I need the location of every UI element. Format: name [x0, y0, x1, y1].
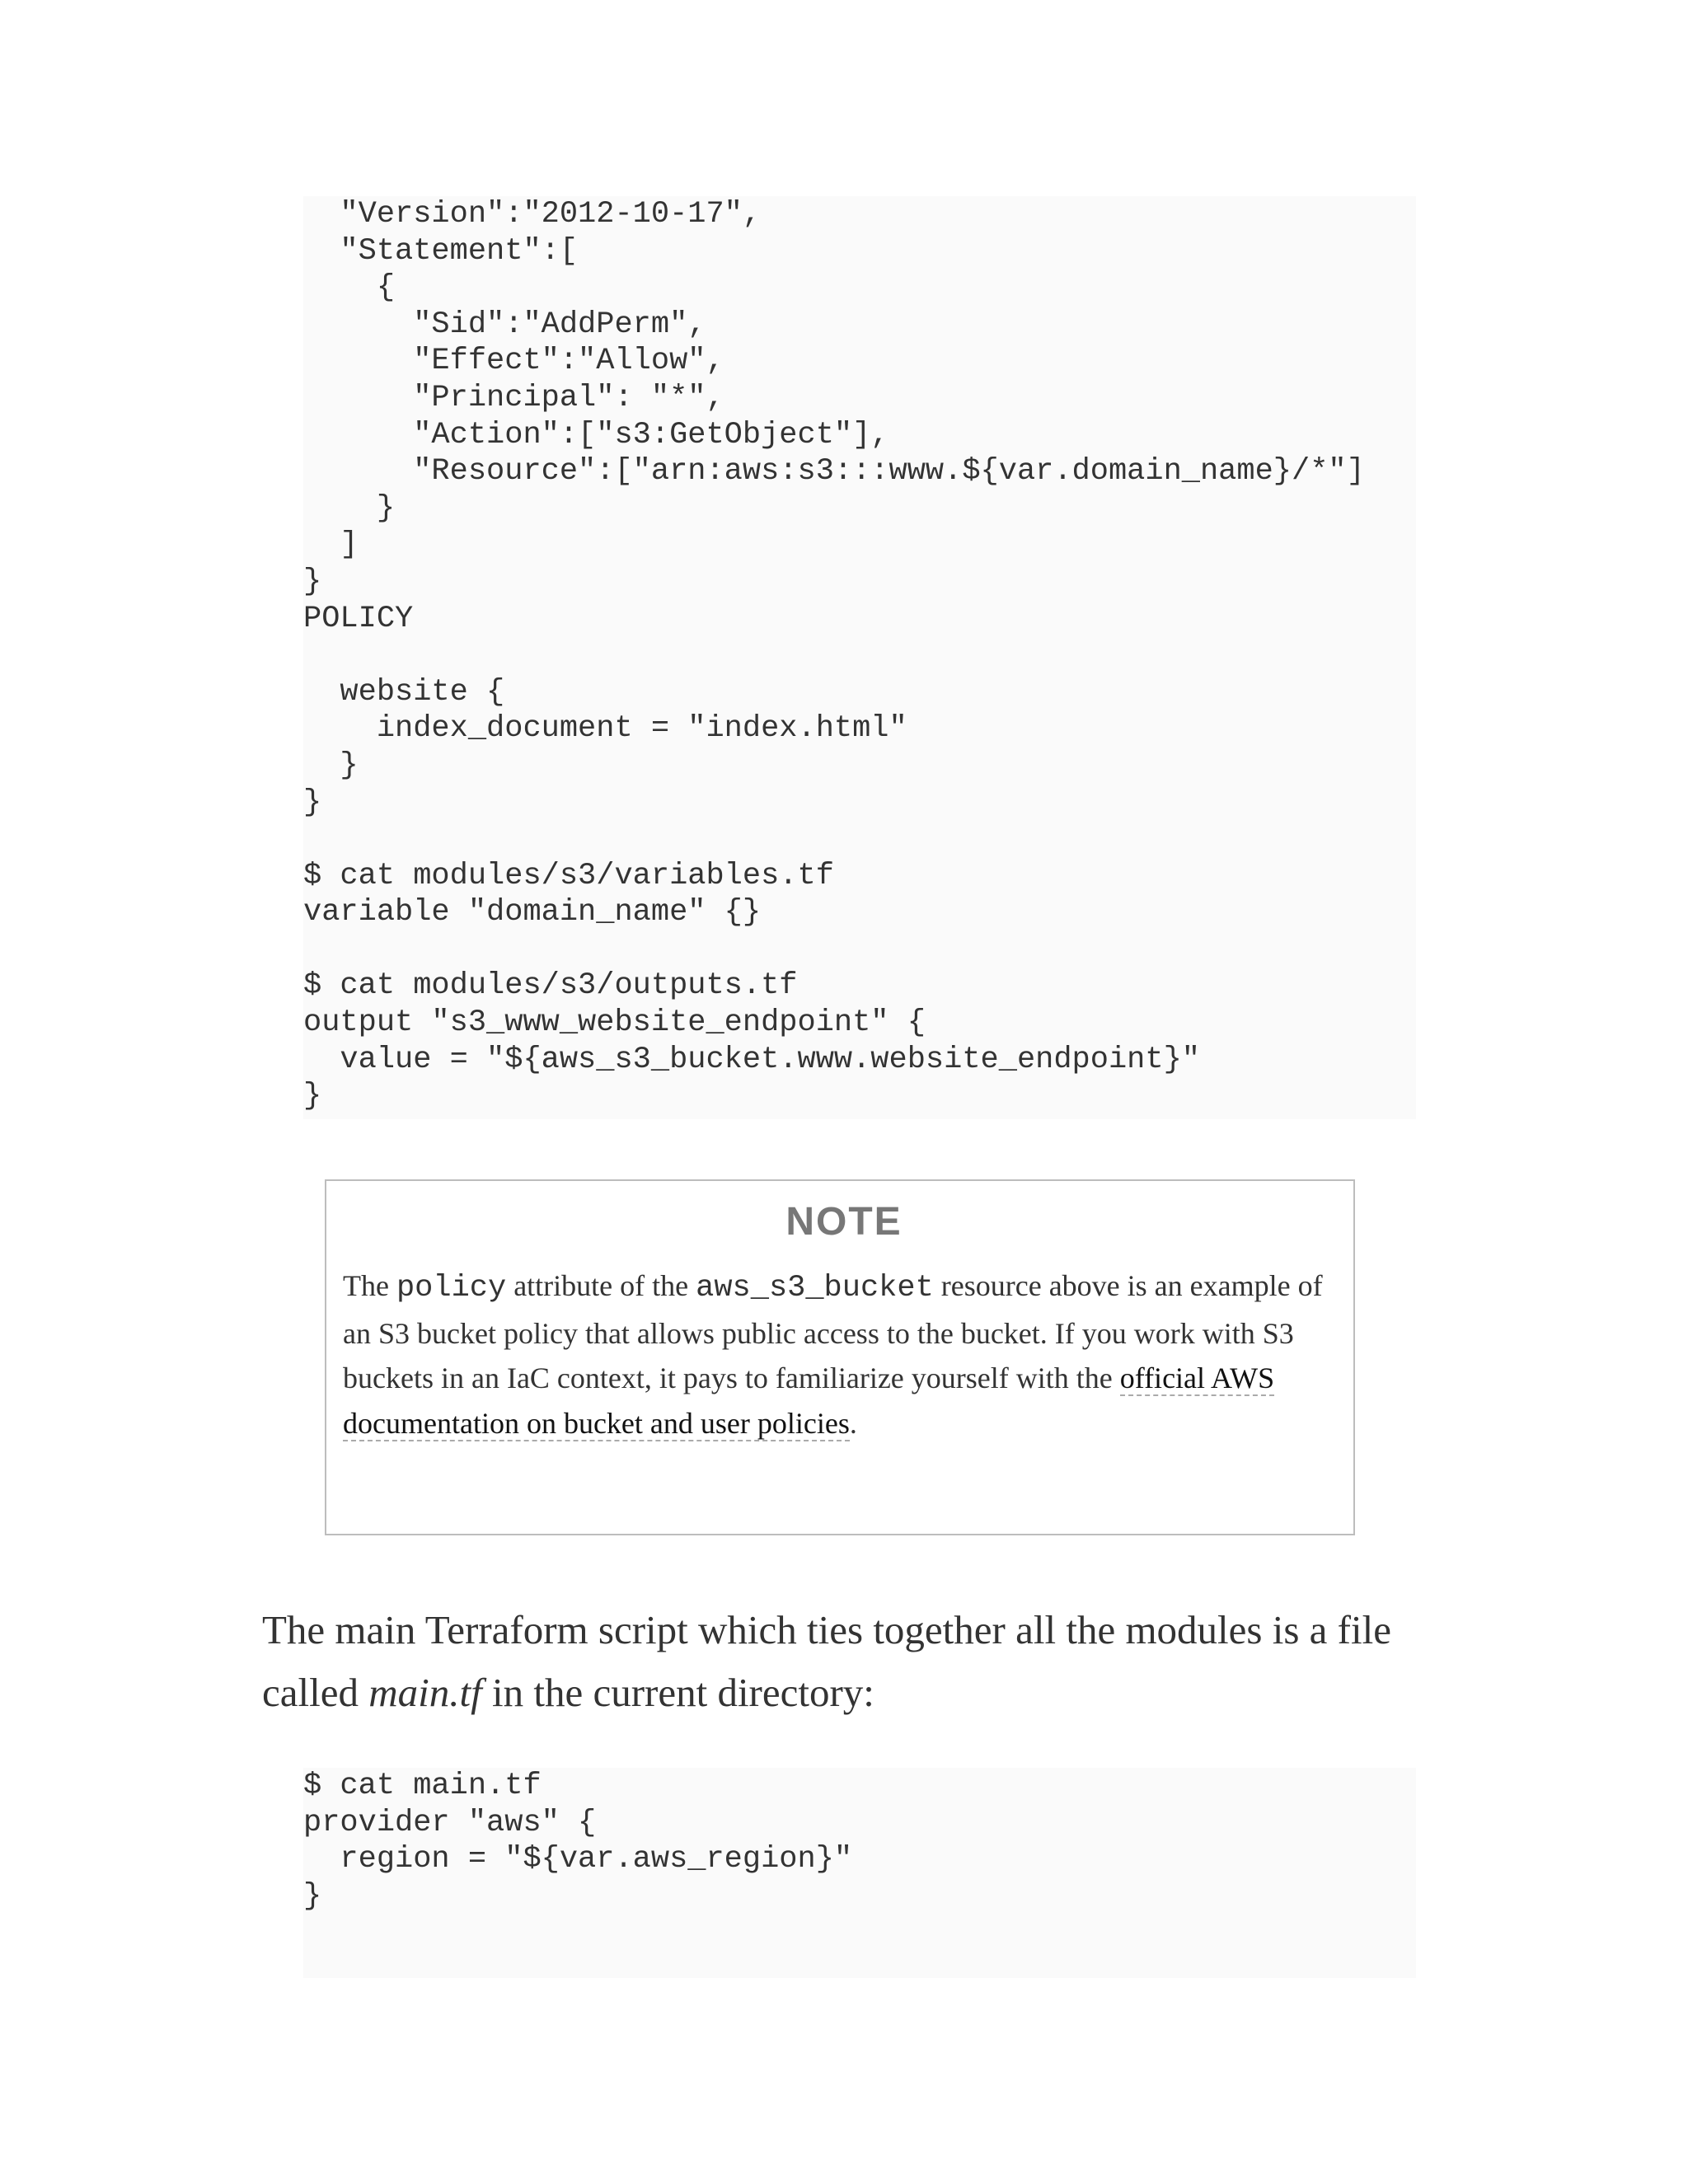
- code-block-main-tf: [303, 1768, 1416, 1978]
- code-line: }: [303, 1079, 322, 1114]
- code-line: }: [376, 490, 396, 526]
- aws-policy-docs-link[interactable]: official AWS documentation on bucket and user policies: [343, 1361, 1275, 1440]
- code-line: }: [303, 564, 322, 599]
- code-line: ]: [340, 527, 359, 563]
- code-line: "Version":"2012-10-17",: [340, 197, 762, 232]
- note-text: .: [849, 1406, 857, 1440]
- code-line: POLICY: [303, 601, 414, 636]
- code-listing: [303, 1768, 1416, 1915]
- code-line: output "s3_www_website_endpoint" {: [303, 1005, 926, 1041]
- code-line: region = "${var.aws_region}": [340, 1842, 853, 1877]
- code-line: "Principal": "*",: [413, 380, 724, 415]
- code-line: variable "domain_name" {}: [303, 895, 762, 930]
- note-title: NOTE: [785, 1200, 903, 1244]
- code-line: "Effect":"Allow",: [413, 344, 724, 379]
- code-listing: [303, 196, 1416, 1115]
- body-paragraph: [262, 1599, 1432, 1724]
- code-block-s3-module: [303, 196, 1416, 1119]
- code-line: "Action":["s3:GetObject"],: [413, 417, 889, 452]
- code-line: provider "aws" {: [303, 1805, 597, 1840]
- inline-code-policy: policy: [396, 1271, 507, 1305]
- inline-code-resource: aws_s3_bucket: [696, 1271, 934, 1305]
- code-line: "Statement":[: [340, 233, 579, 269]
- paragraph-text: in the current directory:: [481, 1670, 874, 1715]
- code-line: {: [376, 270, 396, 306]
- code-line: }: [303, 785, 322, 820]
- note-text: resource above is an example of an S3 bucket policy that allows public access to the bucket. If you work with S3 buckets in an IaC context, it pays to familiarize yourself with the: [343, 1269, 1323, 1394]
- code-line: "Resource":["arn:aws:s3:::www.${var.domain_name}/*"]: [413, 454, 1365, 490]
- note-text: attribute of the: [506, 1269, 696, 1302]
- code-line: }: [303, 1878, 322, 1914]
- code-line: index_document = "index.html": [376, 711, 907, 747]
- code-line: }: [340, 748, 359, 783]
- code-line: $ cat modules/s3/variables.tf: [303, 858, 834, 893]
- filename-emphasis: main.tf: [368, 1670, 482, 1715]
- note-body: [343, 1263, 1340, 1446]
- code-line: "Sid":"AddPerm",: [413, 307, 706, 342]
- note-text: The: [343, 1269, 396, 1302]
- code-line: website {: [340, 674, 505, 710]
- code-line: value = "${aws_s3_bucket.www.website_endpoint}": [340, 1042, 1200, 1077]
- code-line: $ cat main.tf: [303, 1769, 542, 1803]
- code-line: $ cat modules/s3/outputs.tf: [303, 968, 798, 1004]
- paragraph-text: The main Terraform script which ties together all the modules is a file called: [262, 1607, 1391, 1715]
